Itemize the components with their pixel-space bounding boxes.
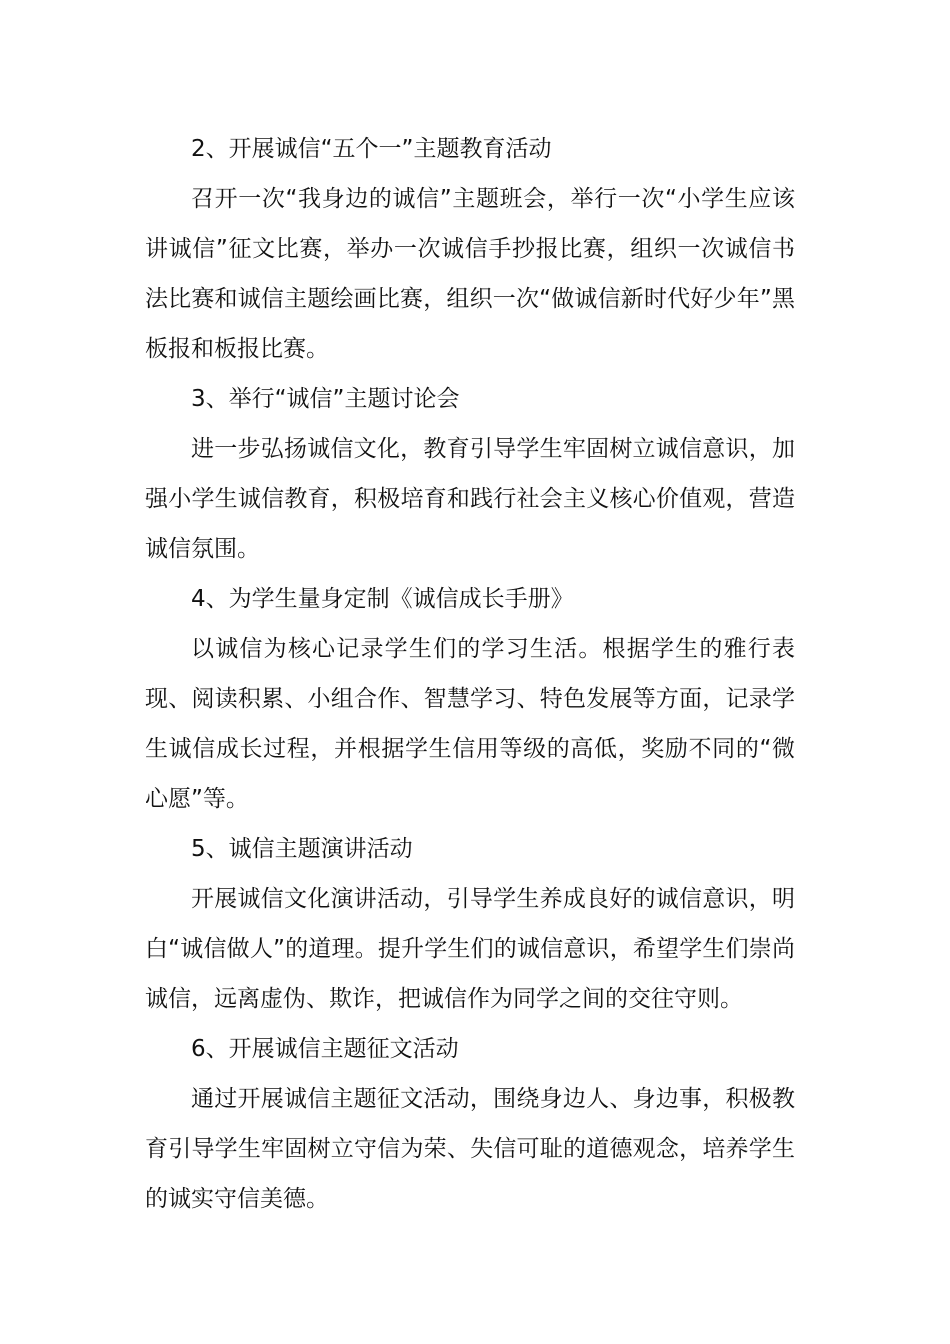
paragraph-item-3: 进一步弘扬诚信文化，教育引导学生牢固树立诚信意识，加强小学生诚信教育，积极培育和践行社会主义核心价值观，营造诚信氛围。 (145, 436, 795, 562)
heading-item-5: 5、诚信主题演讲活动 (191, 836, 413, 862)
paragraph-item-2: 召开一次“我身边的诚信”主题班会，举行一次“小学生应该讲诚信”征文比赛，举办一次诚信手抄报比赛，组织一次诚信书法比赛和诚信主题绘画比赛，组织一次“做诚信新时代好少年”黑板报和板报比赛。 (145, 186, 795, 362)
paragraph-item-6: 通过开展诚信主题征文活动，围绕身边人、身边事，积极教育引导学生牢固树立守信为荣、失信可耻的道德观念，培养学生的诚实守信美德。 (145, 1086, 795, 1212)
document-body (145, 124, 795, 1224)
heading-item-3: 3、举行“诚信”主题讨论会 (191, 386, 460, 412)
heading-item-6: 6、开展诚信主题征文活动 (191, 1036, 459, 1062)
paragraph-item-5: 开展诚信文化演讲活动，引导学生养成良好的诚信意识，明白“诚信做人”的道理。提升学生们的诚信意识，希望学生们崇尚诚信，远离虚伪、欺诈，把诚信作为同学之间的交往守则。 (145, 886, 795, 1012)
paragraph-item-4: 以诚信为核心记录学生们的学习生活。根据学生的雅行表现、阅读积累、小组合作、智慧学习、特色发展等方面，记录学生诚信成长过程，并根据学生信用等级的高低，奖励不同的“微心愿”等。 (145, 636, 795, 812)
heading-item-4: 4、为学生量身定制《诚信成长手册》 (191, 586, 574, 612)
heading-item-2: 2、开展诚信“五个一”主题教育活动 (191, 136, 552, 162)
